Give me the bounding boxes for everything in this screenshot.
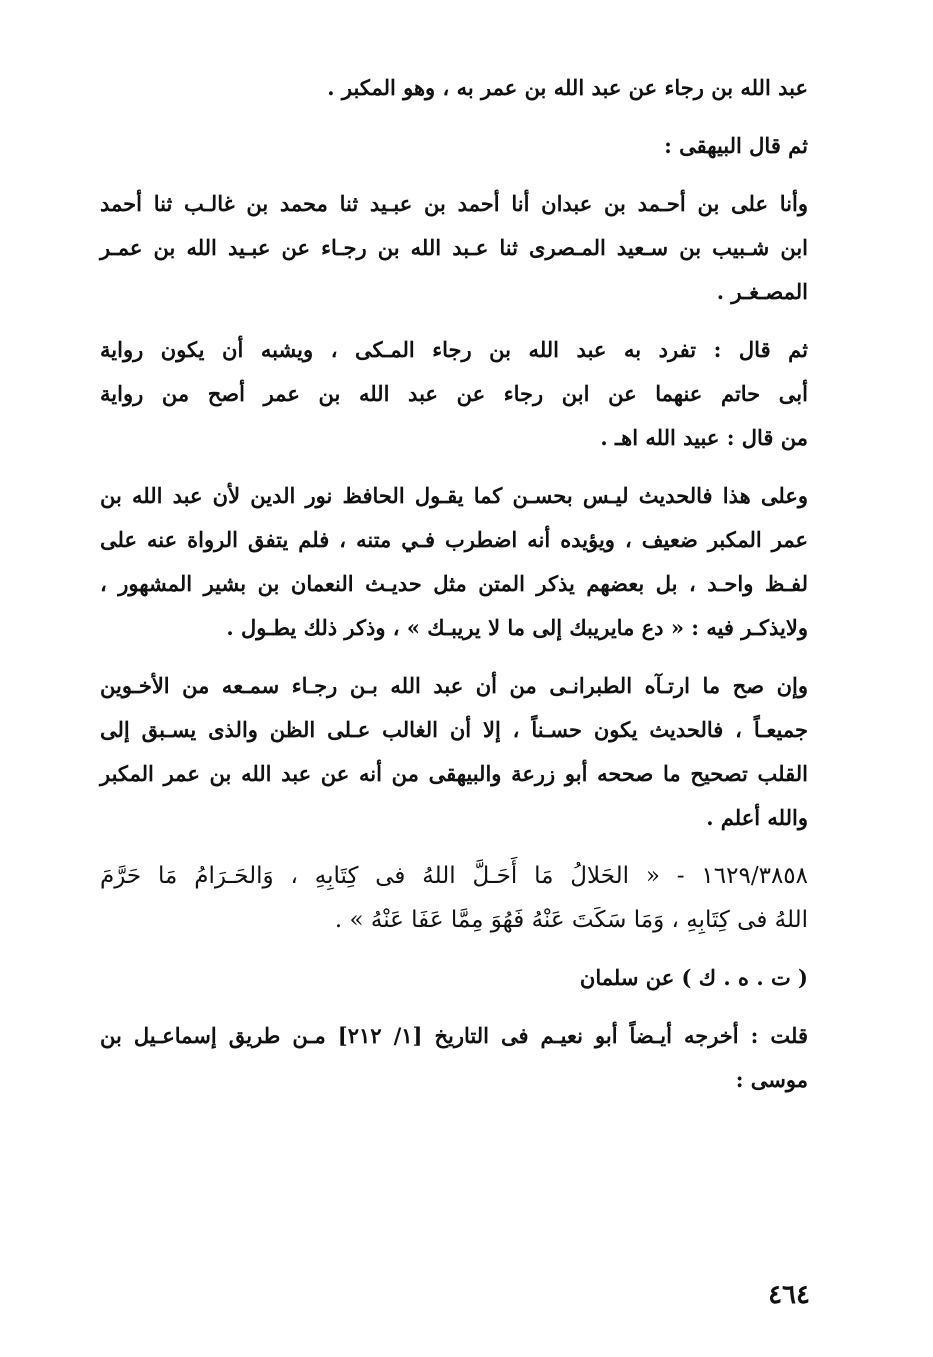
paragraph bbox=[100, 474, 808, 650]
paragraph bbox=[100, 1014, 808, 1102]
text-line: أبى حاتم عنهما عن ابن رجاء عن عبد الله بن عمر أصح من رواية bbox=[100, 381, 808, 406]
page-body-text bbox=[100, 66, 808, 1116]
text-line: القلب تصحيح ما صححه أبو زرعة والبيهقى من أنه عن عبد الله بن عمر المكبر bbox=[100, 761, 808, 786]
hadith-source bbox=[100, 956, 808, 1000]
text-line: ثم قال البيهقى : bbox=[664, 133, 808, 158]
paragraph bbox=[100, 328, 808, 460]
text-line: وعلى هذا فالحديث ليـس بحسـن كما يقـول الحافظ نور الدين لأن عبد الله بن bbox=[100, 483, 808, 508]
text-line: لفـظ واحـد ، بل بعضهم يذكر المتن مثل حديـث النعمان بن بشير المشهور ، bbox=[100, 571, 808, 596]
hadith-text bbox=[100, 854, 808, 942]
text-line: المصـغـر . bbox=[716, 279, 808, 304]
page-number: ٤٦٤ bbox=[768, 1280, 810, 1310]
paragraph bbox=[100, 182, 808, 314]
text-line: والله أعلم . bbox=[706, 805, 808, 830]
text-line: ( ت . ه . ك ) عن سلمان bbox=[579, 965, 808, 990]
text-line: جميعـاً ، فالحديث يكون حسـناً ، إلا أن الغالب عـلى الظن والذى يسـبق إلى bbox=[100, 717, 808, 742]
text-line: موسى : bbox=[735, 1067, 808, 1092]
paragraph bbox=[100, 66, 808, 110]
text-line: ١٦٢٩/٣٨٥٨ - « الحَلالُ مَا أَحَـلَّ اللهُ فى كِتَابِهِ ، وَالحَـرَامُ مَا حَرَّمَ bbox=[100, 863, 808, 889]
text-line: من قال : عبيد الله اهـ . bbox=[600, 425, 808, 450]
paragraph bbox=[100, 664, 808, 840]
text-line: اللهُ فى كِتَابِهِ ، وَمَا سَكَتَ عَنْهُ فَهُوَ مِمَّا عَفَا عَنْهُ » . bbox=[334, 907, 808, 933]
text-line: ولايذكـر فيه : « دع مايريبك إلى ما لا يريبـك » ، وذكر ذلك يطـول . bbox=[226, 615, 808, 640]
text-line: ثم قال : تفرد به عبد الله بن رجاء المـكى ، ويشبه أن يكون رواية bbox=[100, 337, 808, 362]
text-line: قلت : أخرجه أيـضاً أبو نعيـم فى التاريخ [١/ ٢١٢] مـن طريق إسماعـيل بن bbox=[100, 1023, 808, 1048]
text-line: وأنا على بن أحـمد بن عبدان أنا أحمد بن عبـيد ثنا محمد بن غالـب ثنا أحمد bbox=[100, 191, 808, 216]
text-line: وإن صح ما ارتـآه الطبرانـى من أن عبد الله بـن رجـاء سمـعه من الأخـوين bbox=[100, 673, 808, 698]
text-line: ابن شـبيب بن سـعيد المـصرى ثنا عـبد الله بن رجـاء عن عبـيد الله بن عمـر bbox=[100, 235, 808, 260]
paragraph bbox=[100, 124, 808, 168]
text-line: عمر المكبر ضعيف ، ويؤيده أنه اضطرب فـي متنه ، فلم يتفق الرواة عنه على bbox=[100, 527, 808, 552]
text-line: عبد الله بن رجاء عن عبد الله بن عمر به ، وهو المكبر . bbox=[327, 75, 808, 100]
